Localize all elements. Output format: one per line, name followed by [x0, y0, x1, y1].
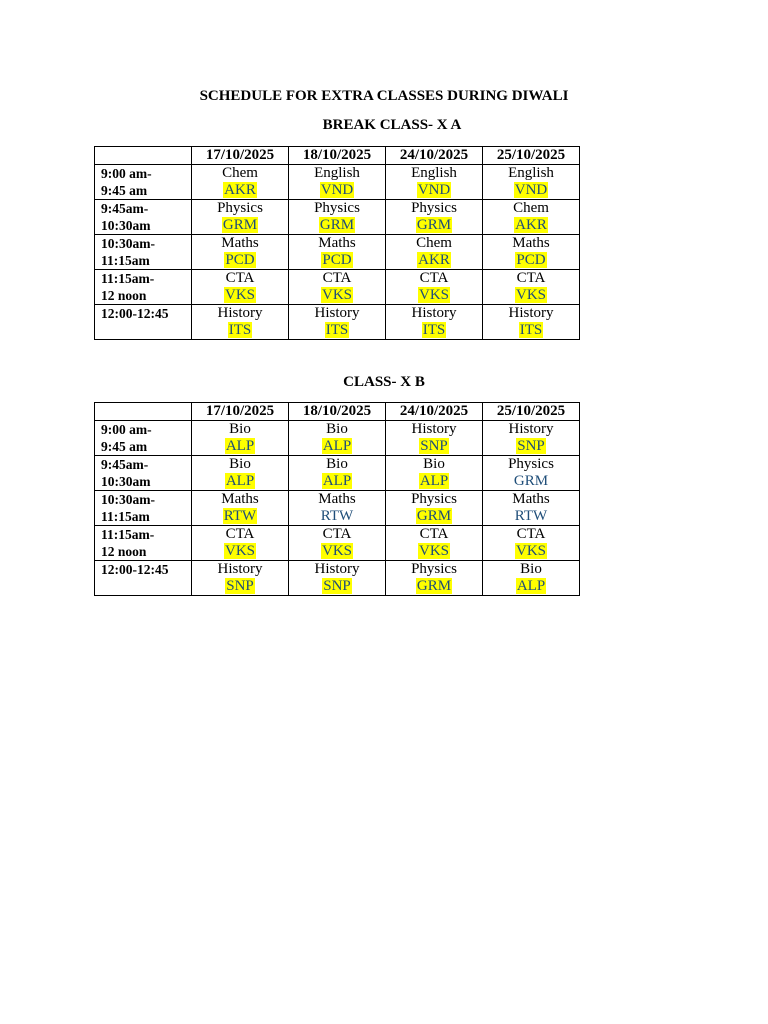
time-slot-end: 9:45 am: [101, 439, 148, 454]
table-row: [95, 421, 580, 456]
teacher-code: VND: [417, 182, 451, 198]
teacher-code: PCD: [225, 252, 255, 268]
schedule-cell: [483, 456, 580, 491]
teacher-code: VKS: [418, 287, 449, 303]
subject-name: English: [314, 165, 360, 181]
schedule-cell: [386, 305, 483, 340]
subject-name: Physics: [314, 200, 360, 216]
class-xa-heading: BREAK CLASS- X A: [322, 117, 462, 133]
subject-name: CTA: [322, 526, 352, 542]
date-header: 17/10/2025: [192, 403, 289, 421]
time-header-cell: [95, 147, 192, 165]
schedule-cell: [386, 526, 483, 561]
time-slot-cell: [95, 235, 192, 270]
schedule-cell: [289, 456, 386, 491]
subject-name: English: [508, 165, 554, 181]
teacher-code: VKS: [418, 543, 449, 559]
teacher-code: VND: [514, 182, 548, 198]
schedule-cell: [386, 561, 483, 596]
date-header: 17/10/2025: [192, 147, 289, 165]
subject-name: Bio: [229, 456, 251, 472]
time-slot-start: 9:45am-: [101, 201, 149, 216]
schedule-cell: [483, 235, 580, 270]
teacher-code: GRM: [416, 508, 452, 524]
subject-name: CTA: [419, 270, 449, 286]
subject-name: History: [411, 305, 457, 321]
schedule-cell: [192, 456, 289, 491]
time-slot-end: 9:45 am: [101, 183, 148, 198]
schedule-cell: [192, 421, 289, 456]
subject-name: English: [411, 165, 457, 181]
teacher-code: SNP: [323, 578, 351, 594]
time-header-cell: [95, 403, 192, 421]
table-header-row: [95, 403, 580, 421]
subject-name: Physics: [508, 456, 554, 472]
class-xb-schedule-table: [94, 402, 580, 596]
subject-name: Chem: [416, 235, 452, 251]
time-slot-start: 12:00-12:45: [101, 562, 169, 577]
teacher-code: ALP: [322, 438, 352, 454]
time-slot-cell: [95, 421, 192, 456]
teacher-code: AKR: [418, 252, 450, 268]
schedule-cell: [289, 270, 386, 305]
table-row: [95, 456, 580, 491]
subject-name: Maths: [318, 491, 356, 507]
subject-name: Physics: [411, 561, 457, 577]
teacher-code: VKS: [515, 287, 546, 303]
teacher-code: ALP: [322, 473, 352, 489]
time-slot-end: 11:15am: [101, 509, 150, 524]
date-header: 18/10/2025: [289, 147, 386, 165]
schedule-cell: [192, 165, 289, 200]
schedule-cell: [192, 561, 289, 596]
time-slot-cell: [95, 270, 192, 305]
teacher-code: RTW: [223, 508, 257, 524]
table-row: [95, 491, 580, 526]
time-slot-start: 11:15am-: [101, 527, 155, 542]
time-slot-end: 10:30am: [101, 218, 151, 233]
schedule-cell: [386, 421, 483, 456]
subject-name: Bio: [520, 561, 542, 577]
teacher-code: ALP: [225, 473, 255, 489]
teacher-code: VND: [320, 182, 354, 198]
time-slot-cell: [95, 165, 192, 200]
date-header: 24/10/2025: [386, 147, 483, 165]
schedule-cell: [289, 421, 386, 456]
subject-name: CTA: [322, 270, 352, 286]
schedule-cell: [192, 526, 289, 561]
teacher-code: ITS: [325, 322, 349, 338]
subject-name: Maths: [318, 235, 356, 251]
teacher-code: GRM: [416, 578, 452, 594]
schedule-cell: [289, 235, 386, 270]
time-slot-cell: [95, 456, 192, 491]
schedule-cell: [192, 305, 289, 340]
time-slot-start: 11:15am-: [101, 271, 155, 286]
subject-name: Bio: [229, 421, 251, 437]
schedule-cell: [483, 421, 580, 456]
date-header: 24/10/2025: [386, 403, 483, 421]
subject-name: CTA: [516, 526, 546, 542]
teacher-code: AKR: [515, 217, 547, 233]
schedule-cell: [386, 491, 483, 526]
teacher-code: AKR: [224, 182, 256, 198]
time-slot-start: 9:00 am-: [101, 422, 152, 437]
teacher-code: VKS: [515, 543, 546, 559]
schedule-cell: [289, 561, 386, 596]
time-slot-start: 9:45am-: [101, 457, 149, 472]
schedule-cell: [483, 270, 580, 305]
subject-name: Maths: [221, 491, 259, 507]
table-row: [95, 270, 580, 305]
subject-name: Chem: [222, 165, 258, 181]
subject-name: Maths: [221, 235, 259, 251]
schedule-cell: [192, 270, 289, 305]
teacher-code: PCD: [322, 252, 352, 268]
time-slot-cell: [95, 491, 192, 526]
teacher-code: ITS: [228, 322, 252, 338]
teacher-code: GRM: [416, 217, 452, 233]
time-slot-cell: [95, 305, 192, 340]
subject-name: History: [508, 305, 554, 321]
subject-name: Physics: [411, 200, 457, 216]
time-slot-cell: [95, 561, 192, 596]
time-slot-end: 12 noon: [101, 288, 147, 303]
schedule-cell: [386, 200, 483, 235]
schedule-cell: [192, 491, 289, 526]
time-slot-end: 12 noon: [101, 544, 147, 559]
schedule-cell: [483, 491, 580, 526]
schedule-cell: [289, 200, 386, 235]
schedule-cell: [289, 165, 386, 200]
subject-name: History: [411, 421, 457, 437]
teacher-code: ITS: [519, 322, 543, 338]
time-slot-cell: [95, 526, 192, 561]
subject-name: Maths: [512, 235, 550, 251]
teacher-code: RTW: [514, 508, 548, 524]
teacher-code: VKS: [321, 543, 352, 559]
subject-name: CTA: [419, 526, 449, 542]
teacher-code: VKS: [224, 287, 255, 303]
teacher-code: SNP: [226, 578, 254, 594]
subject-name: History: [217, 305, 263, 321]
subject-name: Physics: [411, 491, 457, 507]
teacher-code: SNP: [517, 438, 545, 454]
date-header: 18/10/2025: [289, 403, 386, 421]
class-xb-heading: CLASS- X B: [343, 374, 425, 390]
teacher-code: ITS: [422, 322, 446, 338]
schedule-cell: [386, 165, 483, 200]
class-xa-schedule-table: [94, 146, 580, 340]
subject-name: History: [217, 561, 263, 577]
schedule-cell: [483, 200, 580, 235]
subject-name: Maths: [512, 491, 550, 507]
schedule-cell: [192, 200, 289, 235]
table-row: [95, 165, 580, 200]
date-header: 25/10/2025: [483, 403, 580, 421]
schedule-cell: [192, 235, 289, 270]
teacher-code: SNP: [420, 438, 448, 454]
subject-name: Bio: [326, 421, 348, 437]
teacher-code: ALP: [516, 578, 546, 594]
time-slot-end: 10:30am: [101, 474, 151, 489]
subject-name: CTA: [516, 270, 546, 286]
table-header-row: [95, 147, 580, 165]
table-row: [95, 526, 580, 561]
subject-name: CTA: [225, 270, 255, 286]
subject-name: CTA: [225, 526, 255, 542]
schedule-cell: [386, 235, 483, 270]
schedule-cell: [386, 270, 483, 305]
teacher-code: GRM: [222, 217, 258, 233]
teacher-code: VKS: [321, 287, 352, 303]
time-slot-start: 12:00-12:45: [101, 306, 169, 321]
teacher-code: VKS: [224, 543, 255, 559]
document-title: SCHEDULE FOR EXTRA CLASSES DURING DIWALI: [199, 88, 569, 104]
subject-name: Chem: [513, 200, 549, 216]
time-slot-start: 9:00 am-: [101, 166, 152, 181]
time-slot-cell: [95, 200, 192, 235]
schedule-cell: [289, 526, 386, 561]
schedule-cell: [289, 491, 386, 526]
subject-name: History: [508, 421, 554, 437]
schedule-cell: [386, 456, 483, 491]
time-slot-start: 10:30am-: [101, 236, 155, 251]
schedule-cell: [483, 165, 580, 200]
schedule-cell: [483, 561, 580, 596]
subject-name: Bio: [326, 456, 348, 472]
teacher-code: ALP: [225, 438, 255, 454]
subject-name: Bio: [423, 456, 445, 472]
time-slot-start: 10:30am-: [101, 492, 155, 507]
schedule-cell: [289, 305, 386, 340]
subject-name: Physics: [217, 200, 263, 216]
teacher-code: ALP: [419, 473, 449, 489]
time-slot-end: 11:15am: [101, 253, 150, 268]
teacher-code: GRM: [513, 473, 549, 489]
teacher-code: GRM: [319, 217, 355, 233]
table-row: [95, 305, 580, 340]
schedule-cell: [483, 526, 580, 561]
table-row: [95, 200, 580, 235]
teacher-code: RTW: [320, 508, 354, 524]
subject-name: History: [314, 305, 360, 321]
date-header: 25/10/2025: [483, 147, 580, 165]
teacher-code: PCD: [516, 252, 546, 268]
table-row: [95, 561, 580, 596]
schedule-cell: [483, 305, 580, 340]
table-row: [95, 235, 580, 270]
subject-name: History: [314, 561, 360, 577]
